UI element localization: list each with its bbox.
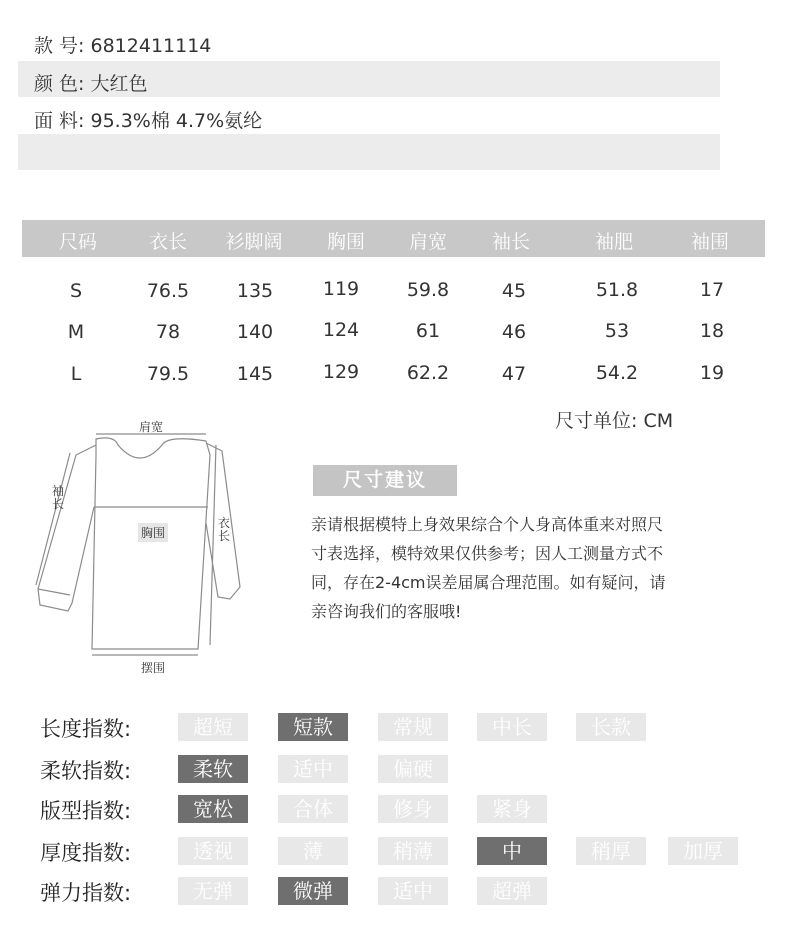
header-length: 衣长 (148, 231, 188, 253)
index-option-selected: 中 (477, 837, 547, 865)
header-size: 尺码 (58, 231, 98, 253)
size-unit: 尺寸单位: CM (555, 410, 674, 432)
info-row-style-no (18, 23, 720, 59)
suggestion-line: 亲请根据模特上身效果综合个人身高体重来对照尺 (311, 515, 664, 534)
table-cell: 18 (699, 320, 725, 342)
index-option-selected: 微弹 (278, 877, 348, 905)
diagram-label-length: 衣长 (218, 516, 231, 543)
fabric-label: 面 料: (34, 110, 85, 132)
suggestion-line: 寸表选择，模特效果仅供参考；因人工测量方式不 (311, 544, 664, 563)
fabric-text (34, 106, 262, 133)
index-option: 常规 (378, 713, 448, 741)
diagram-label-sleeve: 袖长 (52, 484, 65, 511)
index-option: 紧身 (477, 795, 547, 823)
header-shoulder: 肩宽 (408, 231, 448, 253)
diagram-label-hem: 摆围 (141, 661, 166, 675)
index-option: 适中 (278, 755, 348, 783)
garment-diagram (30, 415, 250, 680)
suggestion-line: 同，存在2-4cm误差届属合理范围。如有疑问，请 (311, 573, 666, 592)
diagram-label-shoulder: 肩宽 (139, 420, 164, 434)
table-cell: 119 (322, 278, 360, 300)
index-option: 稍厚 (576, 837, 646, 865)
table-cell: 17 (699, 279, 725, 301)
index-fit-label: 版型指数: (40, 799, 132, 823)
header-cuff: 袖围 (690, 231, 730, 253)
table-cell: 79.5 (146, 363, 190, 385)
index-softness-label: 柔软指数: (40, 759, 132, 783)
info-row-fabric (18, 98, 720, 134)
style-no-text (34, 31, 211, 58)
suggestion-line: 亲咨询我们的客服哦! (311, 602, 462, 621)
header-sleeve-length: 袖长 (491, 231, 531, 253)
fabric-value: 95.3%棉 4.7%氨纶 (90, 110, 263, 132)
table-cell: 54.2 (595, 362, 639, 384)
table-cell: 46 (501, 321, 527, 343)
color-text (34, 69, 148, 96)
table-cell: 62.2 (406, 362, 450, 384)
table-cell: 78 (155, 321, 181, 343)
table-cell: L (70, 363, 82, 385)
table-cell: 135 (236, 280, 274, 302)
garment-outline-illustration (30, 415, 250, 680)
index-option-selected: 短款 (278, 713, 348, 741)
index-option: 稍薄 (378, 837, 448, 865)
index-option: 透视 (178, 837, 248, 865)
index-option: 偏硬 (378, 755, 448, 783)
index-option: 适中 (378, 877, 448, 905)
style-no-value: 6812411114 (90, 35, 212, 57)
info-row-blank (18, 134, 720, 170)
index-elasticity-label: 弹力指数: (40, 881, 132, 905)
table-cell: 53 (604, 320, 630, 342)
table-cell: M (67, 321, 85, 343)
index-option: 无弹 (178, 877, 248, 905)
index-option-selected: 宽松 (178, 795, 248, 823)
size-table-header (22, 220, 765, 257)
table-cell: 47 (501, 363, 527, 385)
table-cell: 145 (236, 363, 274, 385)
index-option: 超弹 (477, 877, 547, 905)
table-cell: 59.8 (406, 279, 450, 301)
table-cell: 61 (415, 320, 441, 342)
table-cell: 51.8 (595, 279, 639, 301)
index-option: 合体 (278, 795, 348, 823)
header-sleeve-width: 袖肥 (594, 231, 634, 253)
index-option: 修身 (378, 795, 448, 823)
table-cell: 129 (322, 361, 360, 383)
index-option: 长款 (576, 713, 646, 741)
table-cell: 76.5 (146, 280, 190, 302)
index-length-label: 长度指数: (40, 717, 132, 741)
table-cell: 124 (322, 319, 360, 341)
header-hem-width: 衫脚阔 (225, 231, 283, 253)
info-row-color (18, 61, 720, 97)
color-label: 颜 色: (34, 73, 85, 95)
index-option: 薄 (278, 837, 348, 865)
table-cell: 45 (501, 280, 527, 302)
table-cell: 140 (236, 321, 274, 343)
diagram-label-chest: 胸围 (138, 523, 168, 542)
index-option: 加厚 (668, 837, 738, 865)
index-thickness-label: 厚度指数: (40, 841, 132, 865)
table-cell: 19 (699, 362, 725, 384)
suggestion-title: 尺寸建议 (313, 465, 457, 496)
style-no-label: 款 号: (34, 35, 85, 57)
header-chest: 胸围 (326, 231, 366, 253)
index-option: 超短 (178, 713, 248, 741)
table-cell: S (69, 280, 83, 302)
index-option: 中长 (477, 713, 547, 741)
index-option-selected: 柔软 (178, 755, 248, 783)
color-value: 大红色 (90, 73, 148, 95)
